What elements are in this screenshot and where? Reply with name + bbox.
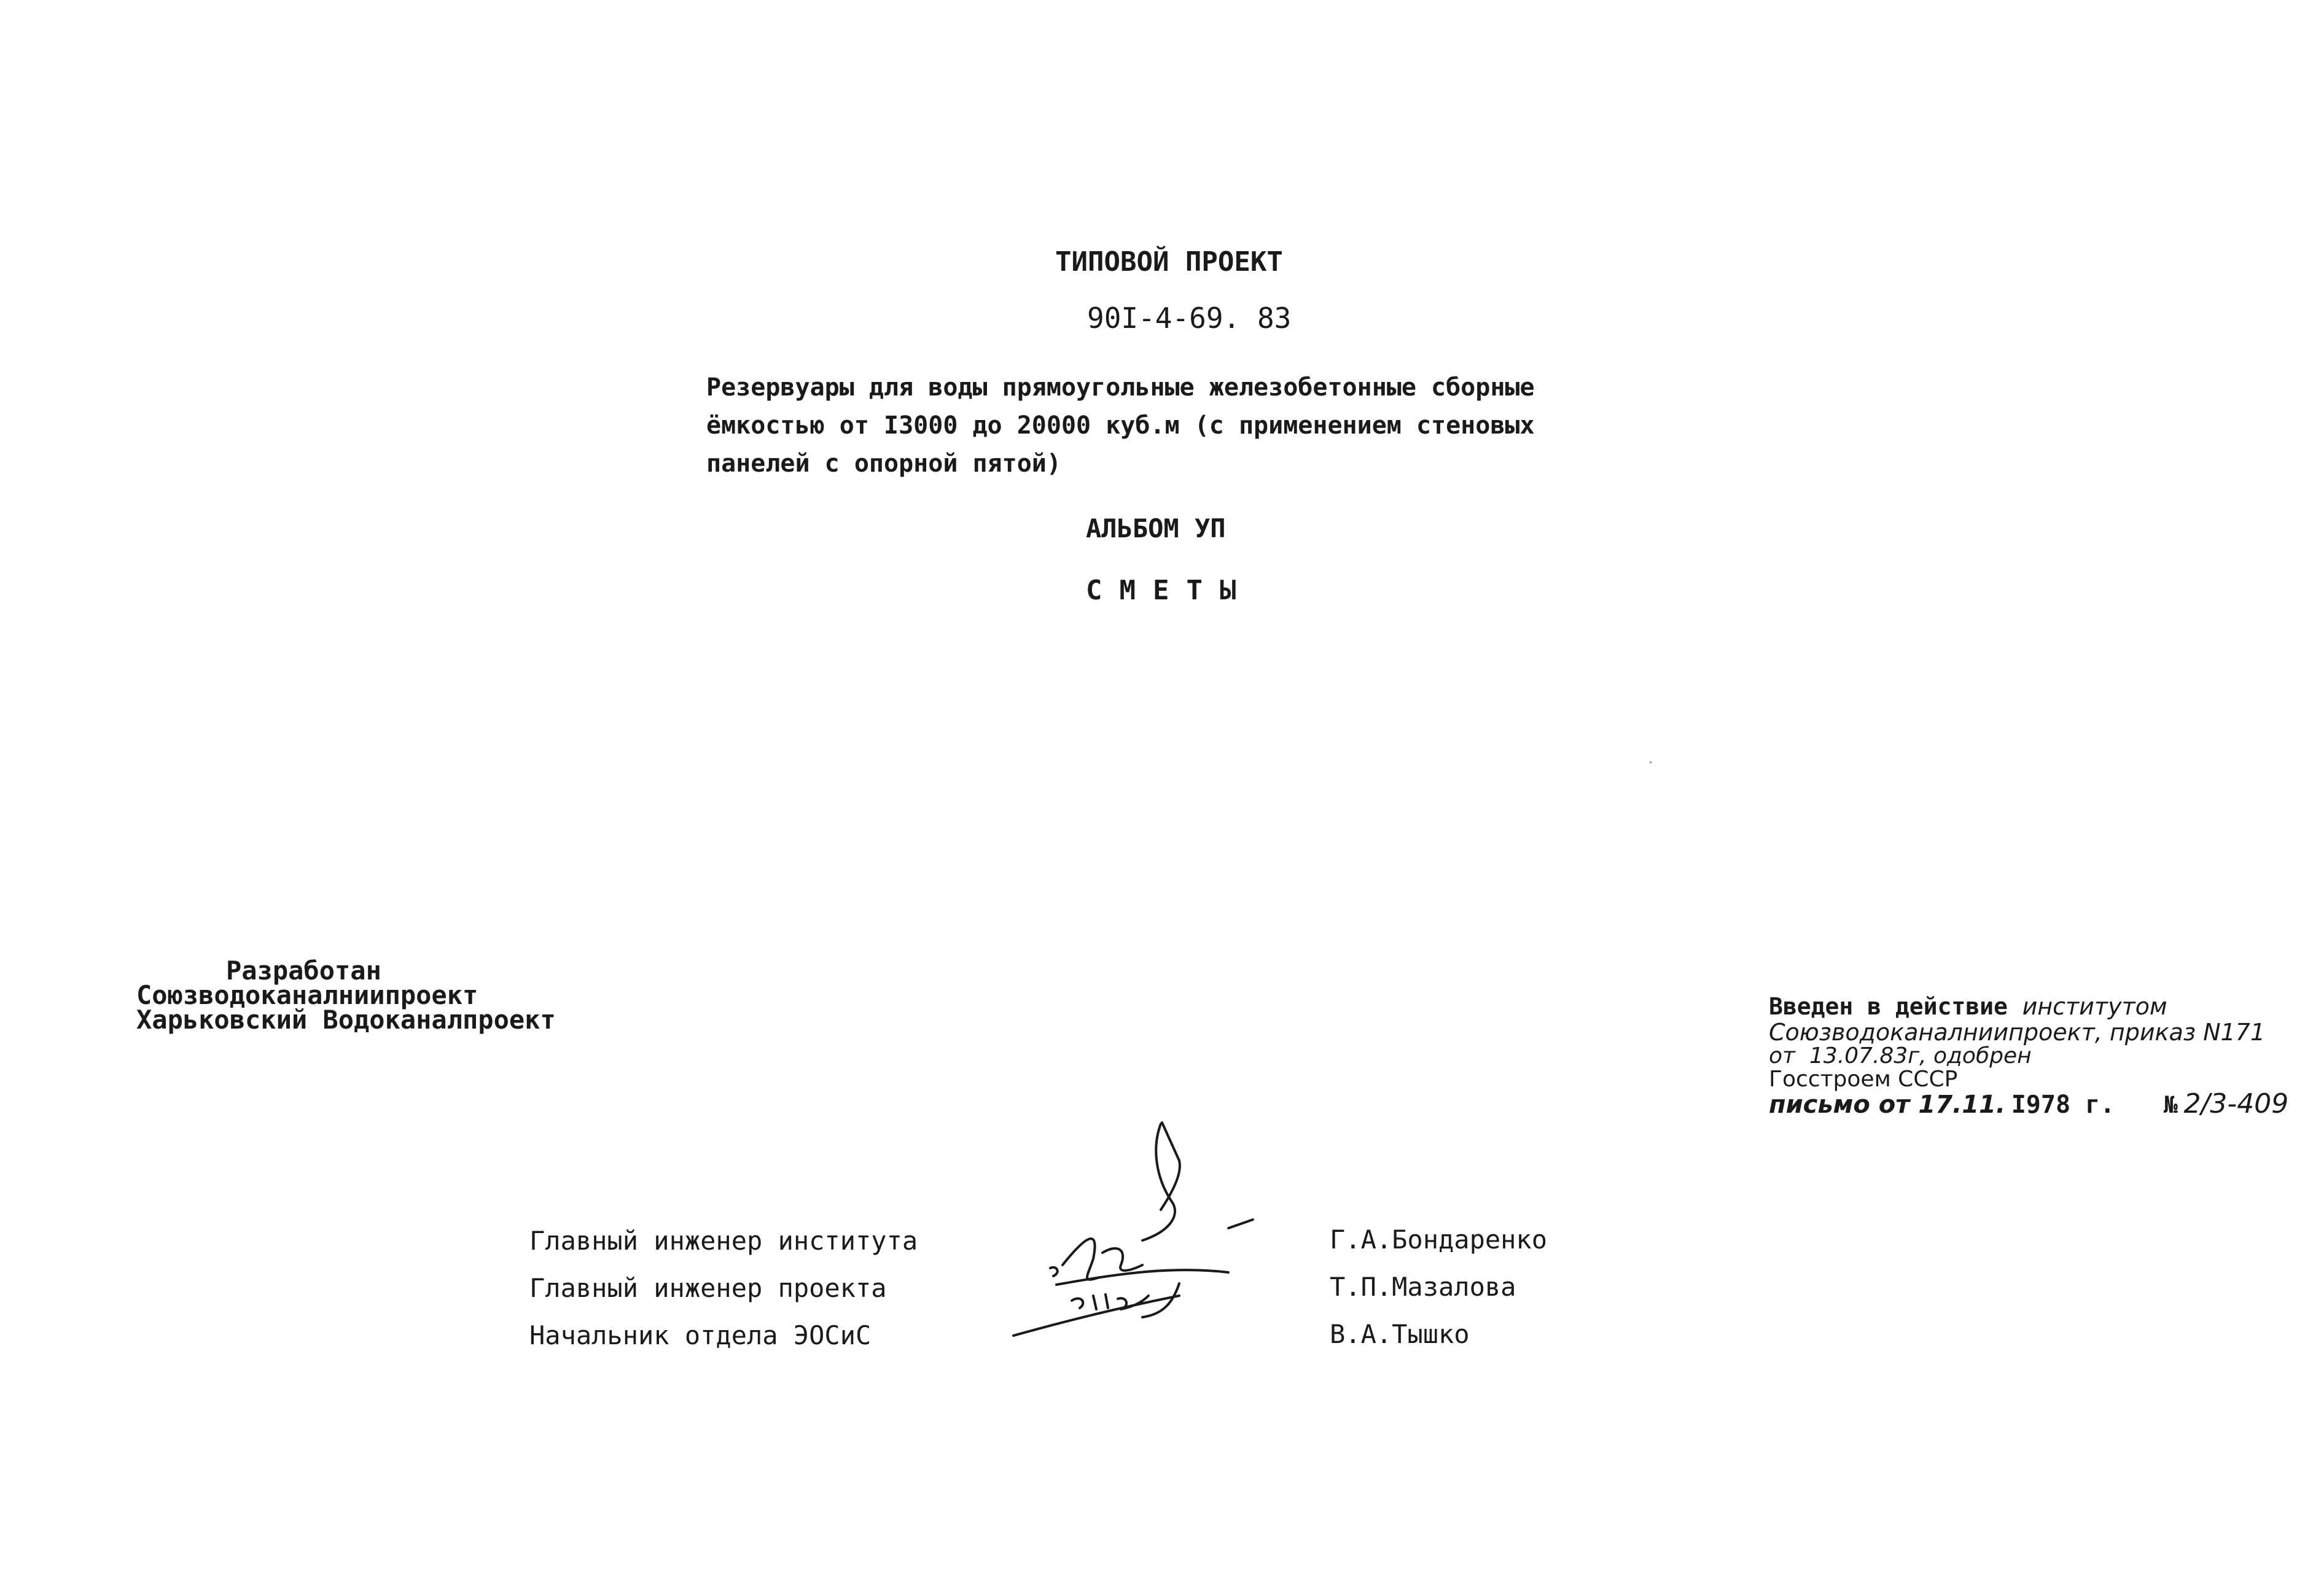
approval-line-3: от 13.07.83г, одобрен — [1769, 1043, 2032, 1069]
signature-title-2: Главный инженер проекта — [529, 1273, 887, 1303]
approval-line-5-typed: I978 г. — [2011, 1091, 2115, 1119]
approval-line-2: Союзводоканалниипроект, приказ N171 — [1769, 1019, 2266, 1046]
signature-name-3: В.А.Тышко — [1330, 1319, 1470, 1349]
project-type: ТИПОВОЙ ПРОЕКТ — [1055, 246, 1283, 278]
approval-line-5-hand: письмо от 17.11. — [1769, 1091, 2006, 1119]
description-line-3: панелей с опорной пятой) — [706, 450, 1061, 478]
approval-line-1-typed: Введен в действие — [1769, 993, 2008, 1020]
signature-name-2: Т.П.Мазалова — [1330, 1272, 1516, 1302]
signature-title-3: Начальник отдела ЭОСиС — [529, 1320, 872, 1350]
handwritten-signatures — [995, 1111, 1278, 1357]
project-number: 90I-4-69. 83 — [1087, 302, 1292, 335]
signature-name-1: Г.А.Бондаренко — [1330, 1224, 1548, 1255]
description-line-1: Резервуары для воды прямоугольные железобетонные сборные — [706, 373, 1535, 402]
signature-title-1: Главный инженер института — [529, 1226, 918, 1256]
approval-number-sign: № — [2163, 1091, 2178, 1118]
approval-line-1-hand: институтом — [2022, 993, 2167, 1020]
approval-line-4: Госстроем СССР — [1769, 1067, 1958, 1092]
project-description — [706, 368, 1535, 483]
scan-speck — [1650, 761, 1652, 763]
developer-org-2: Харьковский Водоканалпроект — [136, 1005, 556, 1035]
approval-block — [1769, 995, 2288, 1118]
developer-org-1: Союзводоканалниипроект — [136, 980, 478, 1010]
approval-number: 2/3-409 — [2183, 1088, 2289, 1119]
section-title: СМЕТЫ — [1086, 575, 1254, 606]
description-line-2: ёмкостью от I3000 до 20000 куб.м (с применением стеновых — [706, 411, 1535, 440]
album-label: АЛЬБОМ УП — [1086, 513, 1226, 543]
developer-label: Разработан — [226, 956, 381, 986]
